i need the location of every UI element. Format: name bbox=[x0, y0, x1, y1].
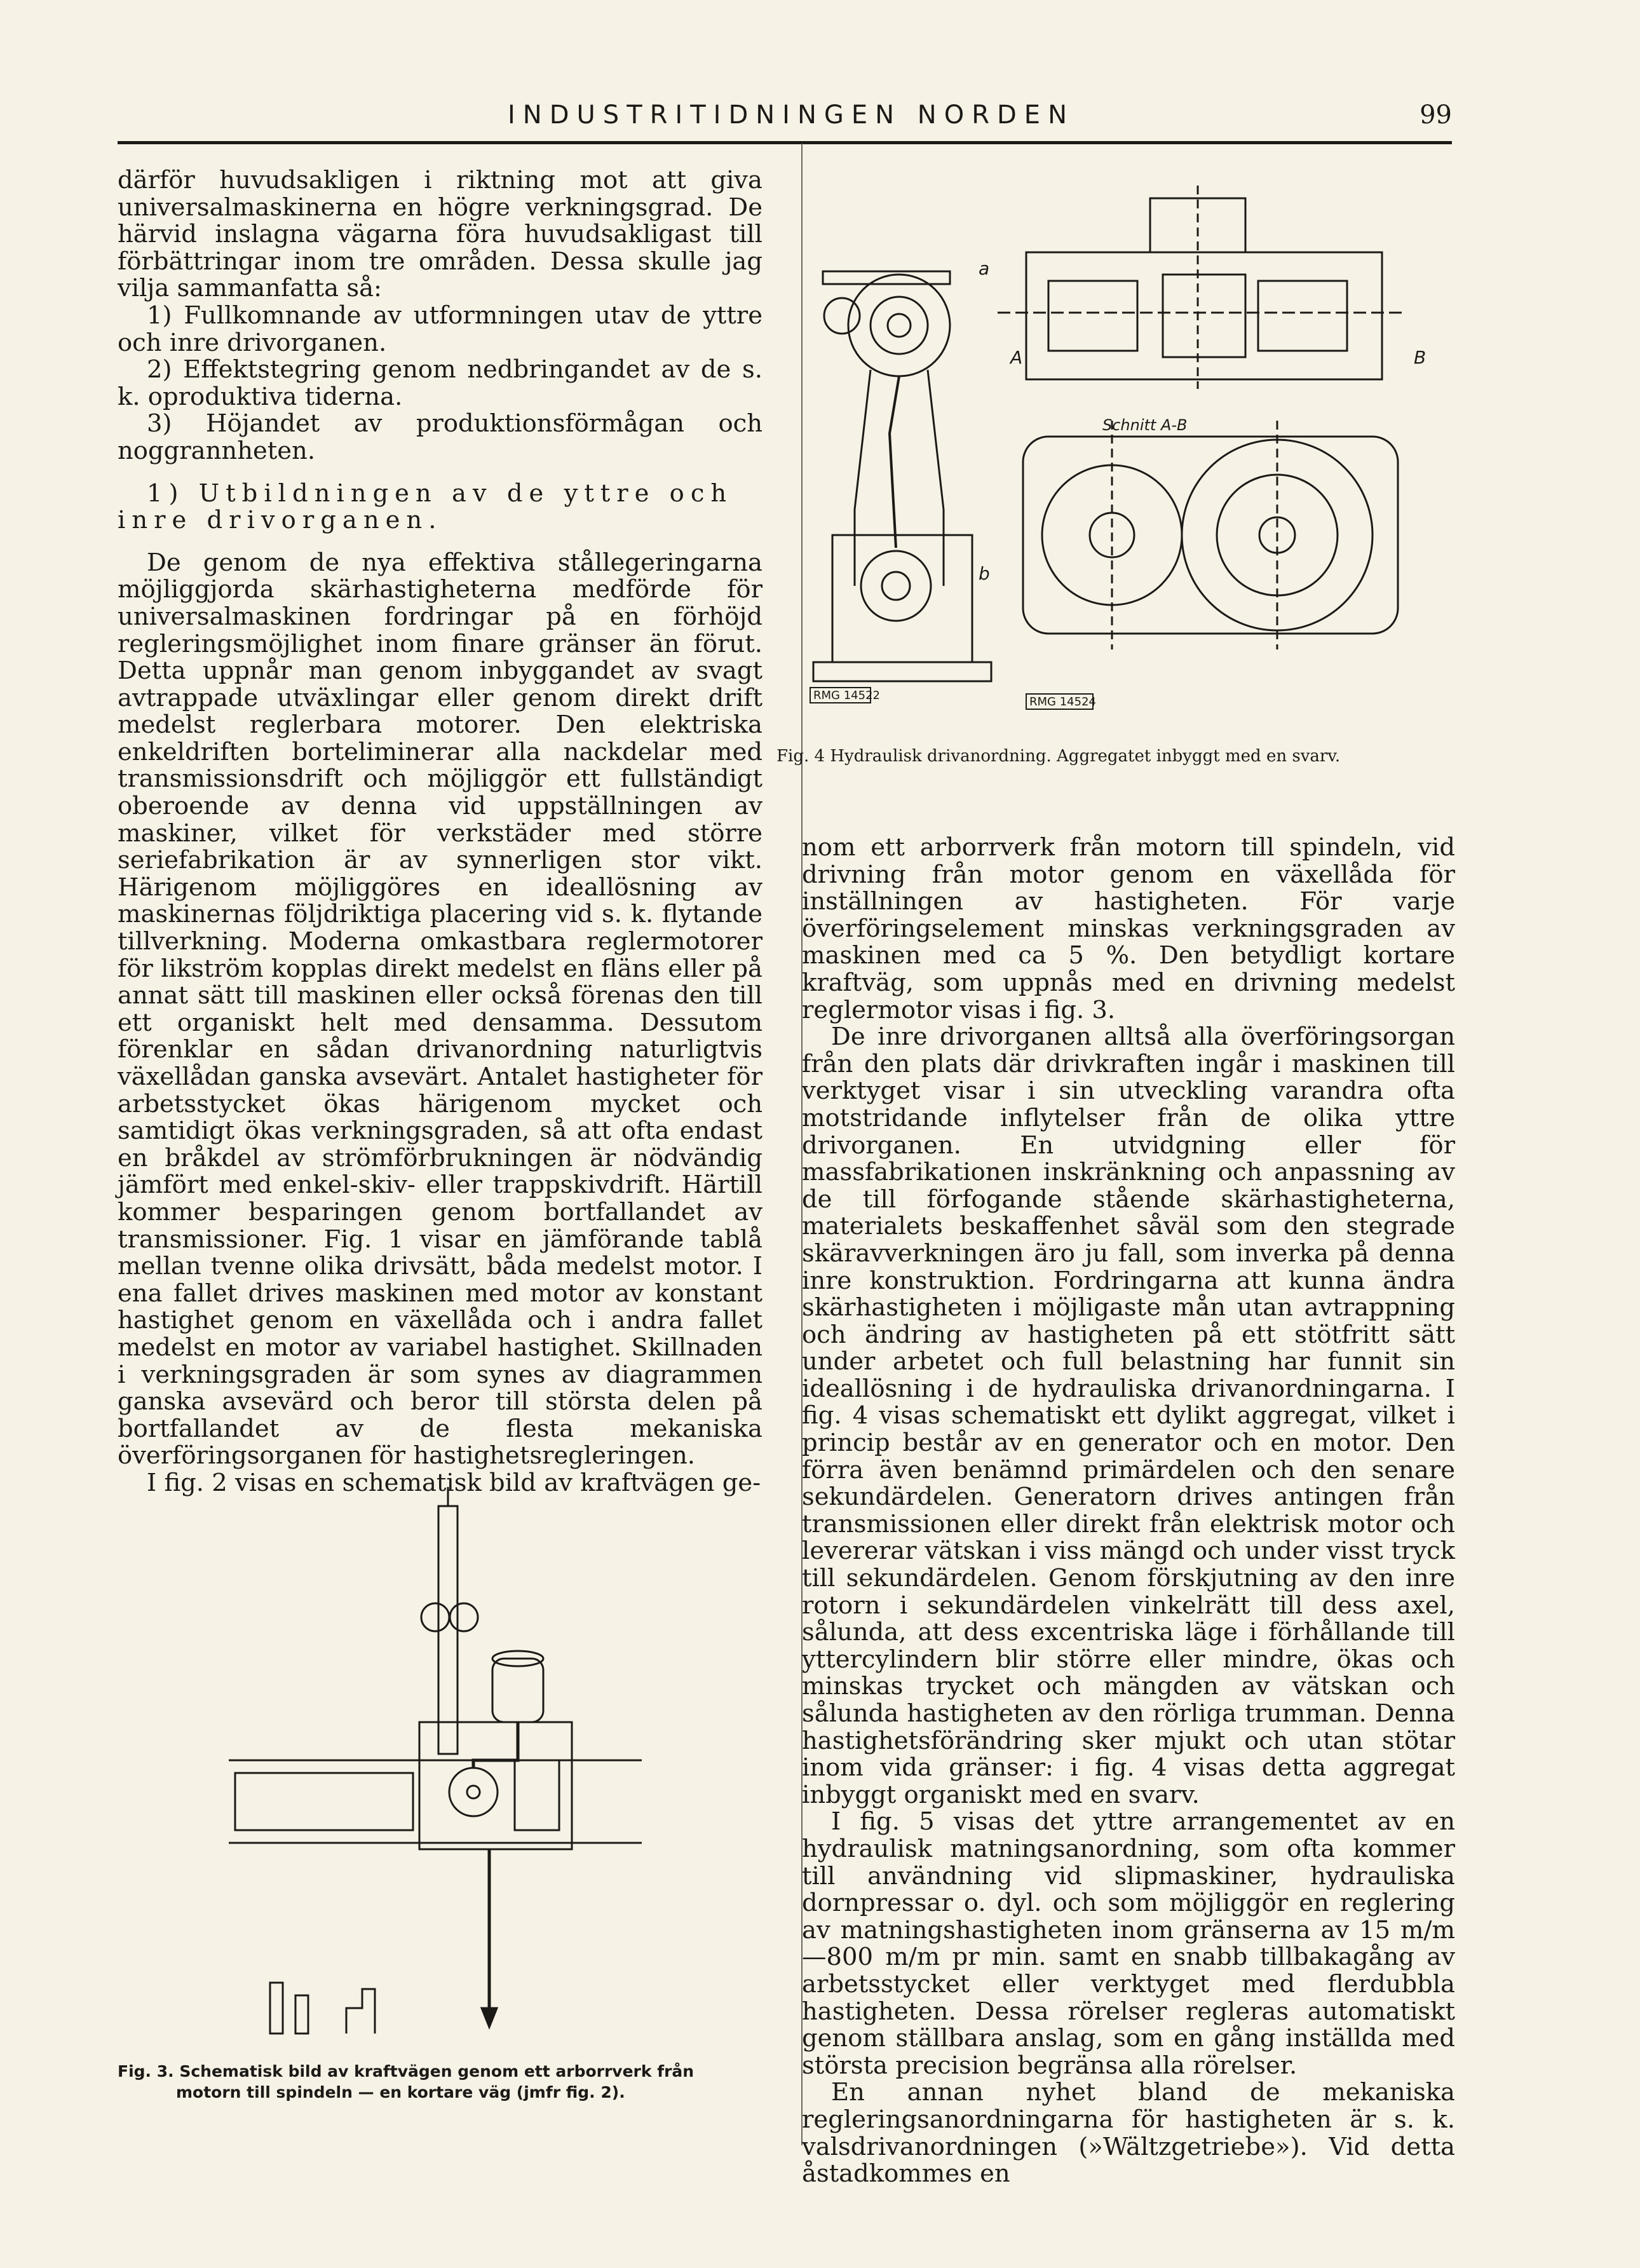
spacer bbox=[118, 465, 762, 480]
fig4-center-rotor-section bbox=[1163, 275, 1245, 357]
figure-4-drawing bbox=[794, 179, 1458, 731]
left-paragraph-2: De genom de nya effektiva stållegeringarna möjliggjorda skärhastigheterna medförde för universalmaskinen fordringar på en förhöjd regleringsmöjlighet inom finare gränser än förut. Detta uppnår man genom inbyggandet av svagt avtrappade utväxlingar eller genom direkt drift medelst reglerbara motorer. Den elektriska enkeldriften borteliminerar alla nackdelar med transmissionsdrift och möjliggör ett fullständigt oberoende av denna vid uppställningen av maskiner, vilket för verkstäder med större seriefabrikation är av synnerligen stor vikt. Härigenom möjliggöres en ideallösning av maskinernas följdriktiga placering vid s. k. flytande tillverkning. Moderna omkastbara reglermotorer för likström kopplas direkt medelst en fläns eller på annat sätt till maskinen eller också förenas den till ett organiskt helt med densamma. Dessutom förenklar en sådan drivanordning naturligtvis växellådan ganska avsevärt. Antalet hastigheter för arbetsstycket ökas härigenom mycket och samtidigt ökas verkningsgraden, så att ofta endast en bråkdel av strömförbrukningen är nödvändig jämfört med enkel-skiv- eller trappskivdrift. Härtill kommer besparingen genom bortfallandet av transmissioner. Fig. 1 visar en jämförande tablå mellan tvenne olika drivsätt, båda medelst motor. I ena fallet drives maskinen med motor av konstant hastighet genom en växellåda och i andra fallet medelst en motor av variabel hastighet. Skillnaden i verkningsgraden är som synes av diagrammen ganska avsevärd och beror till största delen på bortfallandet av de flesta mekaniska överföringsorganen för hastighetsregleringen. bbox=[118, 548, 762, 1470]
section-heading: 1) Utbildningen av de yttre och inre drivorganen. bbox=[118, 479, 733, 535]
fig4-stamp-1: RMG 14522 bbox=[813, 689, 880, 702]
fig3-power-path bbox=[473, 1722, 518, 1768]
figure-4-caption: Fig. 4 Hydraulisk drivanordning. Aggregatet inbyggt med en svarv. bbox=[776, 747, 1341, 766]
fig4-foot bbox=[813, 662, 991, 681]
page-number: 99 bbox=[1420, 100, 1452, 130]
fig4-lower-hub bbox=[882, 572, 910, 600]
fig4-top-plate bbox=[823, 271, 950, 284]
fig3-table bbox=[235, 1773, 413, 1830]
left-paragraph-3: I fig. 2 visas en schematisk bild av kraftvägen ge- bbox=[147, 1468, 761, 1497]
fig3-foot-2 bbox=[295, 1995, 308, 2034]
right-column bbox=[802, 834, 1455, 2188]
fig4-upper-hub bbox=[888, 314, 911, 337]
fig3-handwheel-hub bbox=[467, 1786, 480, 1798]
fig4-label-A: A bbox=[1010, 347, 1023, 368]
fig3-handwheel bbox=[449, 1768, 498, 1816]
fig3-gearbox bbox=[515, 1760, 559, 1830]
figure-4-svg bbox=[794, 179, 1458, 731]
fig3-foot-3 bbox=[346, 1989, 375, 2034]
list-item-3: 3) Höjandet av produktionsförmågan och noggrannheten. bbox=[118, 409, 762, 465]
right-paragraph-2: De inre drivorganen alltså alla överföringsorgan från den plats där drivkraften ingår i maskinen till verktyget visar i sin utveckling varandra ofta motstridande inflytelser från de olika yttre drivorganen. En utvidgning eller för massfabrikationen inskränkning och anpassning av de till förfogande stående skärhastigheterna, materialets beskaffenhet såväl som den stegrade skäravverkningen äro ju fall, som inverka på denna inre konstruktion. Fordringarna att kunna ändra skärhastigheten i möjligaste mån utan avtrappning och ändring av hastigheten på ett stötfritt sätt under arbetet och full belastning har funnit sin ideallösning i de hydrauliska drivanordningarna. I fig. 4 visas schematiskt ett dylikt aggregat, vilket i princip består av en generator och en motor. Den förra även benämnd primärdelen och den senare sekundärdelen. Generatorn drives antingen från transmissionen eller direkt från elektrisk motor och levererar vätskan i viss mängd och under visst tryck till sekundärdelen. Genom förskjutning av den inre rotorn i sekundärdelen vinkelrätt till dess axel, sålunda, att dess excentriska läge i förhållande till yttercylindern blir större eller mindre, ökas och minskas trycket och mängden av vätskan och sålunda hastigheten av den rörliga trumman. Denna hastighetsförändring sker mjukt och utan stötar inom vida gränser: i fig. 4 visas detta aggregat inbyggt organiskt med en svarv. bbox=[802, 1022, 1455, 1809]
fig3-foot-1 bbox=[270, 1983, 283, 2034]
right-paragraph-4: En annan nyhet bland de mekaniska regleringsanordningarna för hastigheten är s. k. valsdrivanordningen (»Wältzgetriebe»). Vid detta åstadkommes en bbox=[802, 2078, 1455, 2189]
right-paragraph-3: I fig. 5 visas det yttre arrangementet av en hydraulisk matningsanordning, som ofta kommer till användning vid slipmaskiner, hydrauliska dornpressar o. dyl. och som möjliggör en reglering av matningshastigheten inom gränserna av 15 m/m—800 m/m pr min. samt en snabb tillbakagång av arbetsstycket eller verktyget med flerdubbla hastigheten. Dessa rörelser regleras automatiskt genom ställbara anslag, som en gång inställda med största precision begränsa alla rörelser. bbox=[802, 1807, 1455, 2080]
figure-3-caption-line-1: Fig. 3. Schematisk bild av kraftvägen genom ett arborrverk från bbox=[118, 2062, 695, 2081]
fig4-section-label: Schnitt A-B bbox=[1102, 416, 1188, 434]
fig3-motor bbox=[492, 1659, 543, 1722]
journal-title: INDUSTRITIDNINGEN NORDEN bbox=[508, 100, 1074, 130]
fig4-label-b: b bbox=[979, 563, 990, 584]
list-item-1: 1) Fullkomnande av utformningen utav de yttre och inre drivorganen. bbox=[118, 301, 762, 357]
fig4-upper-housing bbox=[848, 275, 950, 376]
figure-3-caption-line-2: motorn till spindeln — en kortare väg (jmfr fig. 2). bbox=[176, 2083, 625, 2102]
fig4-section-housing bbox=[1026, 252, 1382, 379]
left-paragraph-1: därför huvudsakligen i riktning mot att giva universalmaskinerna en högre verkningsgrad. De härvid inslagna vägarna föra huvudsakligast till förbättringar inom tre områden. Dessa skulle jag vilja sammanfatta så: bbox=[118, 166, 762, 303]
right-paragraph-1: nom ett arborrverk från motorn till spindeln, vid drivning från motor genom en växellåda för inställningen av hastigheten. För varje överföringselement minskas verkningsgraden av maskinen med ca 5 %. Den betydligt kortare kraftväg, som uppnås med en drivning medelst reglermotor visas i fig. 3. bbox=[802, 833, 1455, 1024]
fig4-right-rotor-section bbox=[1258, 281, 1347, 351]
fig3-upper-pulley-2 bbox=[450, 1603, 478, 1631]
running-head bbox=[118, 100, 1452, 140]
fig3-spindle-arrow bbox=[482, 2008, 497, 2027]
figure-3-svg bbox=[210, 1487, 667, 2037]
fig4-stamp-2: RMG 14524 bbox=[1029, 695, 1096, 709]
figure-3-drawing bbox=[210, 1487, 667, 2037]
fig4-side-wheel bbox=[824, 298, 860, 334]
fig4-label-B: B bbox=[1414, 347, 1427, 368]
fig4-left-rotor-section bbox=[1048, 281, 1137, 351]
figure-3-caption bbox=[118, 2061, 762, 2103]
fig4-upper-rotor bbox=[871, 297, 928, 354]
left-column bbox=[118, 167, 762, 1497]
fig4-column bbox=[855, 370, 944, 586]
spacer bbox=[118, 534, 762, 550]
header-rule bbox=[118, 141, 1452, 144]
fig4-lower-rotor bbox=[861, 551, 931, 621]
fig3-upper-pulley bbox=[421, 1603, 449, 1631]
fig4-label-a: a bbox=[979, 258, 990, 279]
list-item-2: 2) Effektstegring genom nedbringandet av de s. k. oproduktiva tiderna. bbox=[118, 355, 762, 411]
fig4-drive-link bbox=[890, 376, 899, 548]
